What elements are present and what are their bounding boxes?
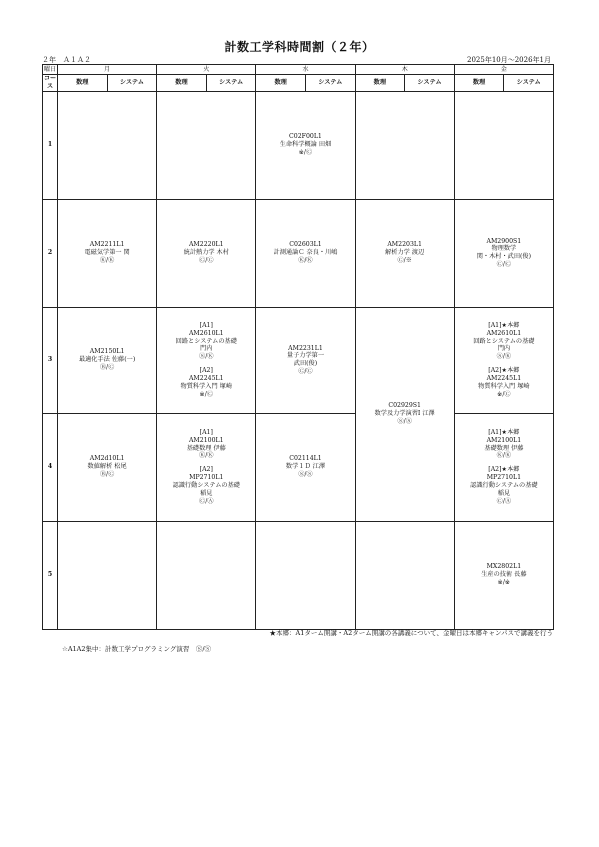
semester-period-label: 2025年10月～2026年1月 [467, 56, 551, 64]
course-marks: Ⓚ/Ⓚ [199, 452, 214, 460]
course-marks: ※/Ⓒ [497, 391, 511, 399]
course-instructor: 門内 [200, 345, 213, 353]
course-instructor: 関・木村・武田(俊) [476, 253, 532, 261]
course-header-system: システム [504, 75, 554, 92]
cell-wed-5 [256, 521, 355, 629]
period-row-3 [43, 307, 554, 413]
course-code: MP2710L1 [189, 474, 224, 482]
term-label: [A1]★本郷 [488, 321, 520, 329]
class-cell-fri-5 [454, 521, 553, 629]
period-row-5 [43, 521, 554, 629]
day-header-wed: 水 [256, 65, 355, 75]
course-code: AM2245L1 [188, 375, 224, 383]
class-cell-tue-3 [157, 307, 256, 413]
cell-thu-1 [355, 91, 454, 199]
course-code: AM2245L1 [486, 375, 522, 383]
class-cell-mon-2 [58, 199, 157, 307]
course-code: MX2802L1 [486, 563, 522, 571]
class-cell-tue-4 [157, 413, 256, 521]
course-code: AM2231L1 [288, 344, 323, 352]
day-header-mon: 月 [58, 65, 157, 75]
course-header-math: 数理 [256, 75, 306, 92]
course-marks: Ⓢ/Ⓢ [397, 418, 412, 426]
course-title: 生産の技術 長藤 [481, 571, 527, 579]
term-label: [A2] [199, 367, 213, 375]
course-marks: Ⓒ/Ⓐ [496, 498, 512, 506]
course-code: AM2900S1 [486, 237, 522, 245]
course-marks: ※/Ⓒ [298, 149, 313, 157]
period-label-5: 5 [43, 521, 58, 629]
term-label: [A1]★本郷 [488, 428, 520, 436]
course-header-system: システム [305, 75, 355, 92]
course-marks: Ⓚ/Ⓚ [99, 257, 115, 265]
course-marks: Ⓑ/Ⓒ [99, 471, 115, 479]
cell-tue-1 [157, 91, 256, 199]
class-cell-mon-3 [58, 307, 157, 413]
period-row-2 [43, 199, 554, 307]
course-instructor: 稲見 [200, 490, 213, 498]
course-instructor: 門内 [497, 345, 511, 353]
course-code: AM2d10L1 [89, 455, 125, 463]
period-label-1: 1 [43, 91, 58, 199]
course-header-math: 数理 [355, 75, 405, 92]
day-header-fri: 金 [454, 65, 553, 75]
course-code: MP2710L1 [486, 474, 522, 482]
term-label: [A2]★本郷 [488, 466, 520, 474]
course-code: AM2610L1 [486, 329, 522, 337]
class-cell-tue-2 [157, 199, 256, 307]
course-header-system: システム [206, 75, 256, 92]
course-marks: ※/※ [497, 579, 511, 587]
course-title: 計測通論Ｃ 奈良・川嶋 [273, 249, 338, 257]
hongo-campus-note: ★本郷：A1ターム開講・A2ターム開講の各講義について、金曜日は本郷キャンパスで講義を行う [269, 629, 553, 637]
course-code: AM2100L1 [486, 436, 522, 444]
course-marks: Ⓒ/Ⓒ [298, 368, 313, 376]
course-header-system: システム [107, 75, 157, 92]
term-label: [A1] [199, 428, 213, 436]
course-header-math: 数理 [454, 75, 504, 92]
course-header-row [43, 75, 554, 92]
course-title: 物理数学 [491, 245, 517, 253]
course-marks: ※/Ⓒ [199, 391, 214, 399]
page-title: 計数工学科時間割（２年） [224, 40, 375, 54]
class-cell-fri-3 [454, 307, 553, 413]
course-marks: Ⓒ/Ⓒ [496, 261, 512, 269]
period-row-1 [43, 91, 554, 199]
class-cell-thu-3-4 [355, 307, 454, 521]
course-header-system: システム [405, 75, 455, 92]
course-header-math: 数理 [157, 75, 207, 92]
course-marks: Ⓚ/Ⓚ [496, 452, 512, 460]
period-label-4: 4 [43, 413, 58, 521]
course-marks: Ⓑ/Ⓒ [99, 364, 115, 372]
day-header-tue: 火 [157, 65, 256, 75]
course-title: 数値解析 松尾 [87, 463, 127, 471]
intensive-course-note: ☆A1A2集中：計数工学プログラミング演習 Ⓢ/Ⓢ [62, 645, 212, 653]
term-label: [A2] [199, 466, 213, 474]
day-header-row [43, 65, 554, 75]
cell-fri-1 [454, 91, 553, 199]
course-code: C02929S1 [388, 402, 421, 410]
corner-course-label: コース [43, 75, 57, 90]
course-marks: Ⓒ/Ⓐ [199, 498, 214, 506]
course-title: 回路とシステムの基礎 [473, 337, 535, 345]
period-label-3: 3 [43, 307, 58, 413]
course-title: 量子力学第一 [286, 352, 325, 360]
class-cell-wed-1 [256, 91, 355, 199]
class-cell-fri-4 [454, 413, 553, 521]
course-marks: Ⓢ/Ⓚ [199, 353, 214, 361]
day-header-thu: 木 [355, 65, 454, 75]
course-instructor: 武田(俊) [293, 360, 318, 368]
course-title: 認識行動システムの基礎 [470, 482, 538, 490]
timetable [42, 64, 554, 630]
course-code: AM2203L1 [387, 241, 422, 249]
course-title: 物質科学入門 塚崎 [478, 383, 530, 391]
course-code: C02F00L1 [289, 133, 322, 141]
course-code: AM2220L1 [188, 241, 224, 249]
grade-term-label: ２年 Ａ１Ａ２ [42, 56, 91, 64]
course-title: 基礎数理 伊藤 [484, 444, 524, 452]
class-cell-fri-2 [454, 199, 553, 307]
cell-thu-5 [355, 521, 454, 629]
course-title: 回路とシステムの基礎 [175, 337, 237, 345]
cell-mon-1 [58, 91, 157, 199]
period-label-2: 2 [43, 199, 58, 307]
course-title: 認識行動システムの基礎 [172, 482, 240, 490]
course-title: 数学１Ｄ 江澤 [285, 463, 326, 471]
course-marks: Ⓒ/※ [397, 257, 412, 265]
class-cell-wed-3 [256, 307, 355, 413]
corner-day-label: 曜日 [43, 65, 57, 73]
class-cell-thu-2 [355, 199, 454, 307]
course-marks: Ⓢ/Ⓚ [496, 353, 512, 361]
course-marks: Ⓒ/Ⓒ [199, 257, 214, 265]
course-title: 解析力学 渡辺 [385, 249, 425, 257]
period-row-4 [43, 413, 554, 521]
course-title: 物質科学入門 塚崎 [180, 383, 233, 391]
term-label: [A2]★本郷 [488, 367, 520, 375]
course-instructor: 稲見 [497, 490, 511, 498]
course-code: AM2100L1 [188, 436, 224, 444]
course-title: 基礎数理 伊藤 [186, 444, 226, 452]
course-code: AM2610L1 [188, 329, 224, 337]
class-cell-wed-4 [256, 413, 355, 521]
course-title: 統計熱力学 木村 [183, 249, 229, 257]
course-title: 数学及力学演習Ⅰ 江澤 [374, 410, 435, 418]
course-code: AM2150L1 [89, 348, 125, 356]
term-label: [A1] [199, 321, 213, 329]
cell-tue-5 [157, 521, 256, 629]
cell-mon-5 [58, 521, 157, 629]
course-title: 最適化手法 佐藤(一) [78, 356, 136, 364]
class-cell-wed-2 [256, 199, 355, 307]
course-code: C02603L1 [289, 241, 322, 249]
course-header-math: 数理 [58, 75, 108, 92]
class-cell-mon-4 [58, 413, 157, 521]
course-code: C02114L1 [289, 455, 322, 463]
course-marks: Ⓢ/Ⓢ [298, 471, 313, 479]
course-code: AM2211L1 [89, 241, 125, 249]
course-title: 生命科学概論 田畑 [279, 141, 332, 149]
course-title: 電磁気学第一 関 [84, 249, 130, 257]
course-marks: Ⓚ/Ⓚ [298, 257, 313, 265]
